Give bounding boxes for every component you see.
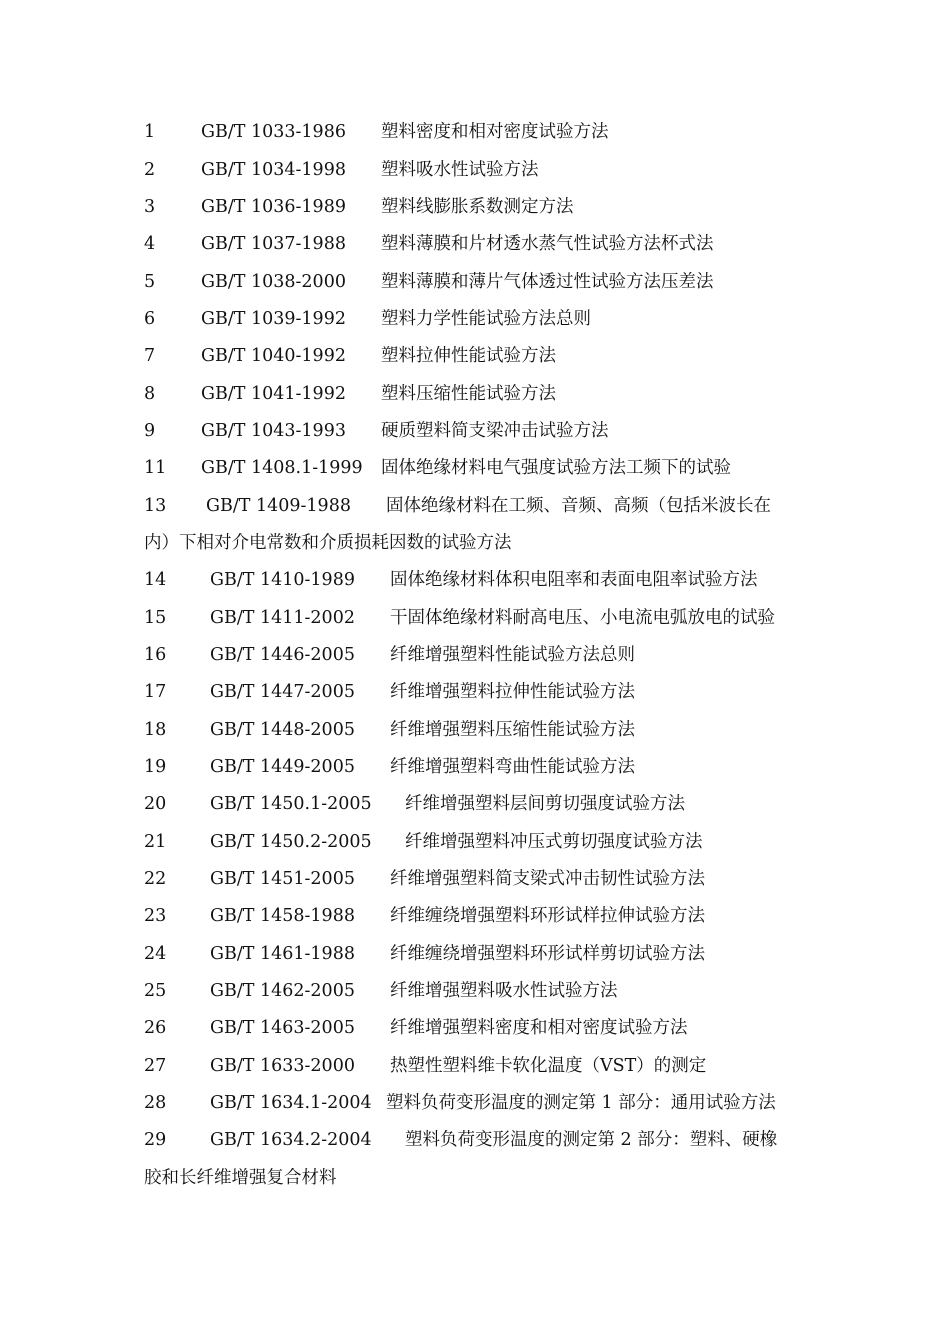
list-item xyxy=(0,903,950,929)
standard-title: 纤维增强塑料密度和相对密度试验方法 xyxy=(390,1018,688,1038)
standard-code: GB/T 1450.2-2005 xyxy=(210,832,372,852)
list-item xyxy=(0,791,950,817)
item-number: 21 xyxy=(144,832,167,852)
standard-code: GB/T 1410-1989 xyxy=(210,570,355,590)
item-number: 24 xyxy=(144,944,167,964)
item-number: 28 xyxy=(144,1093,167,1113)
item-number: 20 xyxy=(144,794,167,814)
standard-code: GB/T 1458-1988 xyxy=(210,906,355,926)
list-item xyxy=(0,119,950,145)
item-number: 26 xyxy=(144,1018,167,1038)
standard-title: 纤维增强塑料性能试验方法总则 xyxy=(390,645,635,665)
item-number: 7 xyxy=(144,346,156,366)
item-number: 17 xyxy=(144,682,167,702)
standard-title: 纤维增强塑料简支梁式冲击韧性试验方法 xyxy=(390,869,705,889)
list-item xyxy=(0,1090,950,1116)
standard-code: GB/T 1448-2005 xyxy=(210,720,355,740)
item-number: 11 xyxy=(144,458,167,478)
list-item xyxy=(0,866,950,892)
item-number: 5 xyxy=(144,272,156,292)
list-item xyxy=(0,978,950,1004)
standard-title: 固体绝缘材料电气强度试验方法工频下的试验 xyxy=(381,458,731,478)
standard-code: GB/T 1408.1-1999 xyxy=(201,458,363,478)
list-item xyxy=(0,269,950,295)
standard-code: GB/T 1411-2002 xyxy=(210,608,355,628)
list-item xyxy=(0,306,950,332)
standard-code: GB/T 1633-2000 xyxy=(210,1056,355,1076)
standard-title: 纤维增强塑料拉伸性能试验方法 xyxy=(390,682,635,702)
standard-title: 塑料压缩性能试验方法 xyxy=(381,384,556,404)
standard-code: GB/T 1634.2-2004 xyxy=(210,1130,372,1150)
standard-code: GB/T 1038-2000 xyxy=(201,272,346,292)
standard-title: 纤维增强塑料弯曲性能试验方法 xyxy=(390,757,635,777)
standard-code: GB/T 1450.1-2005 xyxy=(210,794,372,814)
standard-code: GB/T 1449-2005 xyxy=(210,757,355,777)
standard-title: 塑料力学性能试验方法总则 xyxy=(381,309,591,329)
item-number: 19 xyxy=(144,757,167,777)
standard-code: GB/T 1447-2005 xyxy=(210,682,355,702)
list-item xyxy=(0,157,950,183)
item-number: 3 xyxy=(144,197,156,217)
list-item xyxy=(0,717,950,743)
standard-title: 塑料吸水性试验方法 xyxy=(381,160,539,180)
list-item xyxy=(0,493,950,519)
list-item xyxy=(0,194,950,220)
standard-title: 塑料拉伸性能试验方法 xyxy=(381,346,556,366)
standard-code: GB/T 1034-1998 xyxy=(201,160,346,180)
standard-title: 固体绝缘材料体积电阻率和表面电阻率试验方法 xyxy=(390,570,758,590)
standard-code: GB/T 1463-2005 xyxy=(210,1018,355,1038)
standard-title: 纤维增强塑料层间剪切强度试验方法 xyxy=(405,794,685,814)
standard-code: GB/T 1043-1993 xyxy=(201,421,346,441)
standard-title: 热塑性塑料维卡软化温度（VST）的测定 xyxy=(390,1056,707,1076)
item-number: 22 xyxy=(144,869,167,889)
standard-code: GB/T 1462-2005 xyxy=(210,981,355,1001)
standard-title-continuation: 内）下相对介电常数和介质损耗因数的试验方法 xyxy=(144,533,512,553)
standard-code: GB/T 1033-1986 xyxy=(201,122,346,142)
list-item xyxy=(0,679,950,705)
standard-title: 塑料密度和相对密度试验方法 xyxy=(381,122,609,142)
standard-title: 纤维增强塑料压缩性能试验方法 xyxy=(390,720,635,740)
list-item xyxy=(0,1127,950,1153)
standard-title: 塑料线膨胀系数测定方法 xyxy=(381,197,574,217)
standard-code: GB/T 1409-1988 xyxy=(206,496,351,516)
list-item xyxy=(0,1015,950,1041)
item-number: 27 xyxy=(144,1056,167,1076)
list-item xyxy=(0,829,950,855)
item-number: 1 xyxy=(144,122,156,142)
standard-code: GB/T 1461-1988 xyxy=(210,944,355,964)
list-item xyxy=(0,567,950,593)
standard-title: 塑料薄膜和薄片气体透过性试验方法压差法 xyxy=(381,272,714,292)
list-item xyxy=(0,642,950,668)
list-item xyxy=(0,754,950,780)
standard-code: GB/T 1446-2005 xyxy=(210,645,355,665)
list-item xyxy=(0,605,950,631)
item-number: 9 xyxy=(144,421,156,441)
standard-code: GB/T 1037-1988 xyxy=(201,234,346,254)
item-number: 14 xyxy=(144,570,167,590)
list-item xyxy=(0,941,950,967)
standard-title: 塑料薄膜和片材透水蒸气性试验方法杯式法 xyxy=(381,234,714,254)
list-item xyxy=(0,231,950,257)
standard-code: GB/T 1036-1989 xyxy=(201,197,346,217)
item-number: 16 xyxy=(144,645,167,665)
item-number: 25 xyxy=(144,981,167,1001)
item-number: 6 xyxy=(144,309,156,329)
standard-code: GB/T 1634.1-2004 xyxy=(210,1093,372,1113)
standard-code: GB/T 1041-1992 xyxy=(201,384,346,404)
standard-code: GB/T 1451-2005 xyxy=(210,869,355,889)
standard-code: GB/T 1039-1992 xyxy=(201,309,346,329)
list-item xyxy=(0,455,950,481)
list-item xyxy=(0,418,950,444)
item-number: 4 xyxy=(144,234,156,254)
item-number: 23 xyxy=(144,906,167,926)
standard-title: 纤维缠绕增强塑料环形试样拉伸试验方法 xyxy=(390,906,705,926)
standard-title: 纤维增强塑料冲压式剪切强度试验方法 xyxy=(405,832,703,852)
standard-code: GB/T 1040-1992 xyxy=(201,346,346,366)
standard-title: 塑料负荷变形温度的测定第 2 部分：塑料、硬橡 xyxy=(405,1130,778,1150)
standard-title: 塑料负荷变形温度的测定第 1 部分：通用试验方法 xyxy=(386,1093,776,1113)
standard-title-continuation: 胶和长纤维增强复合材料 xyxy=(144,1168,337,1188)
list-item xyxy=(0,381,950,407)
standard-title: 纤维缠绕增强塑料环形试样剪切试验方法 xyxy=(390,944,705,964)
standard-title: 固体绝缘材料在工频、音频、高频（包括米波长在 xyxy=(386,496,771,516)
list-item xyxy=(0,343,950,369)
item-number: 13 xyxy=(144,496,167,516)
item-number: 18 xyxy=(144,720,167,740)
item-number: 8 xyxy=(144,384,156,404)
item-number: 15 xyxy=(144,608,167,628)
standard-title: 硬质塑料简支梁冲击试验方法 xyxy=(381,421,609,441)
standard-title: 纤维增强塑料吸水性试验方法 xyxy=(390,981,618,1001)
item-number: 2 xyxy=(144,160,156,180)
item-number: 29 xyxy=(144,1130,167,1150)
standard-title: 干固体绝缘材料耐高电压、小电流电弧放电的试验 xyxy=(390,608,775,628)
list-item xyxy=(0,1053,950,1079)
